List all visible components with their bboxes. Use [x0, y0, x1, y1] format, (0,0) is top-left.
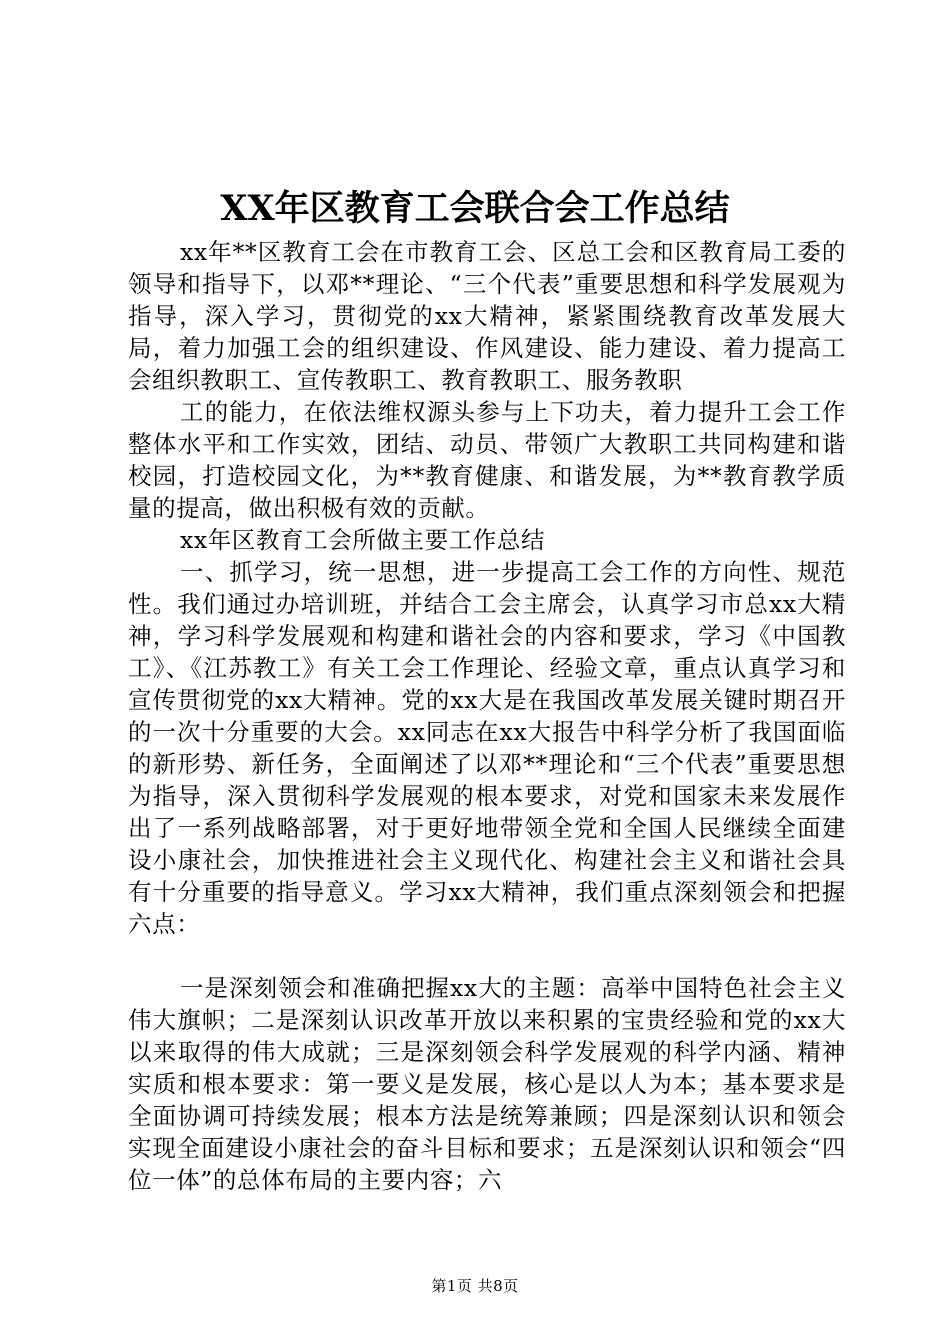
paragraph-six-points: 一是深刻领会和准确把握xx大的主题：高举中国特色社会主义伟大旗帜；二是深刻认识改革开放以来积累的宝贵经验和党的xx大以来取得的伟大成就；三是深刻领会科学发展观的科学内涵、精神实质和根本要求：第一要义是发展，核心是以人为本；基本要求是全面协调可持续发展；根本方法是统筹兼顾；四是深刻认识和领会实现全面建设小康社会的奋斗目标和要求；五是深刻认识和领会“四位一体”的总体布局的主要内容；六: [128, 974, 846, 1194]
page-title: XX年区教育工会联合会工作总结: [220, 188, 730, 229]
paragraph-intro: xx年**区教育工会在市教育工会、区总工会和区教育局工委的领导和指导下，以邓**理论、“三个代表”重要思想和科学发展观为指导，深入学习，贯彻党的xx大精神，紧紧围绕教育改革发展大局，着力加强工会的组织建设、作风建设、能力建设、着力提高工会组织教职工、宣传教职工、教育教职工、服务教职: [128, 238, 846, 394]
page-footer: 第1页 共8页: [431, 1277, 519, 1295]
paragraph-summary-heading: xx年区教育工会所做主要工作总结: [180, 526, 546, 554]
paragraph-spacer: [128, 940, 846, 972]
paragraph-continuation: 工的能力，在依法维权源头参与上下功夫，着力提升工会工作整体水平和工作实效，团结、动员、带领广大教职工共同构建和谐校园，打造校园文化，为**教育健康、和谐发展，为**教育教学质量的提高，做出积极有效的贡献。: [128, 398, 846, 522]
document-body: [128, 236, 846, 1196]
paragraph-section-one: 一、抓学习，统一思想，进一步提高工会工作的方向性、规范性。我们通过办培训班，并结合工会主席会，认真学习市总xx大精神，学习科学发展观和构建和谐社会的内容和要求，学习《中国教工》、《江苏教工》有关工会工作理论、经验文章，重点认真学习和宣传贯彻党的xx大精神。党的xx大是在我国改革发展关键时期召开的一次十分重要的大会。xx同志在xx大报告中科学分析了我国面临的新形势、新任务，全面阐述了以邓**理论和“三个代表”重要思想为指导，深入贯彻科学发展观的根本要求，对党和国家未来发展作出了一系列战略部署，对于更好地带领全党和全国人民继续全面建设小康社会，加快推进社会主义现代化、构建社会主义和谐社会具有十分重要的指导意义。学习xx大精神，我们重点深刻领会和把握六点：: [128, 558, 846, 938]
